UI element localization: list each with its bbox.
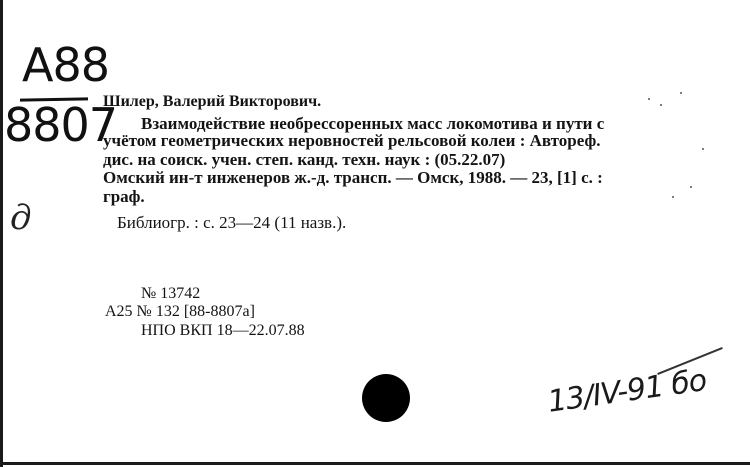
ink-speck: [648, 98, 650, 100]
record-title-line-1: Взаимодействие необрессоренных масс локомотива и пути с: [141, 114, 605, 133]
ink-speck: [672, 196, 674, 198]
record-title-line-4: Омский ин-т инженеров ж.-д. трансп. — Омск, 1988. — 23, [1] с. :: [103, 168, 603, 187]
call-number-line2: 8807: [4, 98, 118, 152]
record-title-line-5: граф.: [103, 187, 145, 206]
margin-mark: д: [10, 198, 32, 238]
ink-speck: [660, 104, 662, 106]
card-left-edge: [0, 0, 3, 467]
registry-location: А25 № 132 [88-8807а]: [105, 303, 255, 320]
card-bottom-edge: [0, 462, 750, 465]
ink-speck: [690, 186, 692, 188]
handwritten-note: 13/IV-91 бо: [545, 362, 709, 420]
record-title-line-2: учётом геометрических неровностей рельсовой колеи : Автореф.: [103, 131, 601, 150]
call-number-line1: A88: [22, 38, 110, 92]
record-author: Шилер, Валерий Викторович.: [103, 93, 322, 110]
punch-hole: [362, 374, 410, 422]
registry-issuer: НПО ВКП 18—22.07.88: [141, 322, 305, 339]
registry-number: № 13742: [141, 285, 201, 302]
record-title-line-3: дис. на соиск. учен. степ. канд. техн. наук : (05.22.07): [103, 150, 506, 169]
ink-speck: [702, 148, 704, 150]
record-bibliography: Библиогр. : с. 23—24 (11 назв.).: [117, 213, 347, 232]
ink-speck: [680, 92, 682, 94]
